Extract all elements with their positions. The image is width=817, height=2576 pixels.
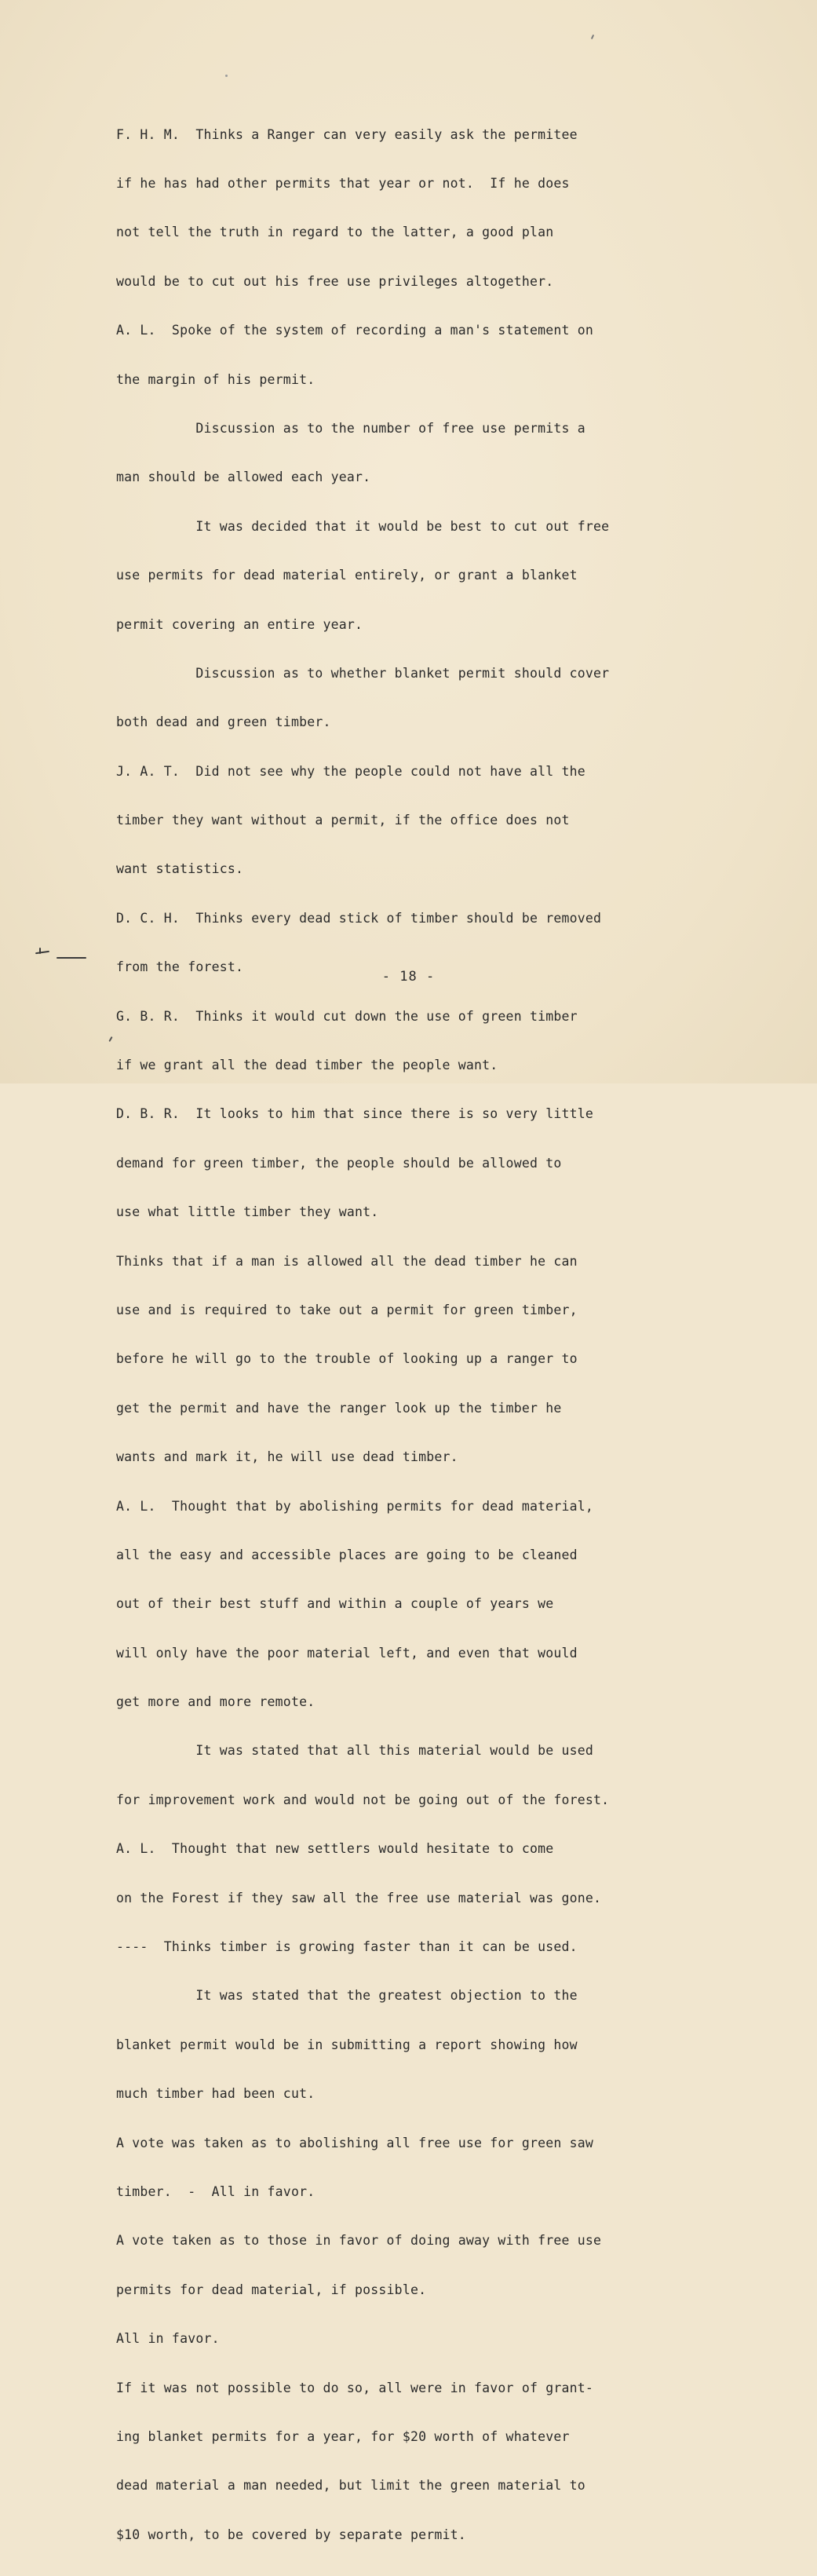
text-line: permit covering an entire year. [116,616,363,632]
text-line: It was decided that it would be best to cut out free [116,518,610,534]
text-line: for improvement work and would not be going out of the forest. [116,1792,610,1807]
text-line: Discussion as to whether blanket permit should cover [116,665,610,681]
document-body [116,94,736,2576]
text-line: the margin of his permit. [116,371,315,387]
paper-speck [225,75,228,77]
text-line: if we grant all the dead timber the people want. [116,1058,498,1073]
text-line: timber they want without a permit, if the office does not [116,813,570,828]
text-line: demand for green timber, the people should be allowed to [116,1155,562,1171]
text-line: J. A. T. Did not see why the people could not have all the [116,763,585,779]
text-line: ing blanket permits for a year, for $20 worth of whatever [116,2428,570,2444]
margin-pencil-mark [35,951,49,954]
text-line: A. L. Spoke of the system of recording a man's statement on [116,323,594,338]
text-line: on the Forest if they saw all the free use material was gone. [116,1890,602,1906]
text-line: D. C. H. Thinks every dead stick of timber should be removed [116,910,602,926]
margin-pencil-mark [57,957,86,959]
text-line: blanket permit would be in submitting a report showing how [116,2037,578,2052]
text-line: It was stated that all this material would be used [116,1743,594,1759]
text-line: A vote was taken as to abolishing all free use for green saw [116,2135,594,2150]
text-line: A vote taken as to those in favor of doing away with free use [116,2233,602,2249]
text-line: use what little timber they want. [116,1204,379,1220]
text-line: all the easy and accessible places are going to be cleaned [116,1547,578,1562]
text-line: ---- Thinks timber is growing faster than it can be used. [116,1939,578,1955]
text-line: man should be allowed each year. [116,470,371,485]
text-line: wants and mark it, he will use dead timber. [116,1449,458,1465]
text-line: both dead and green timber. [116,714,331,730]
text-line: would be to cut out his free use privileges altogether. [116,273,554,289]
text-line: G. B. R. Thinks it would cut down the use of green timber [116,1008,578,1024]
text-line: A. L. Thought that new settlers would hesitate to come [116,1841,554,1857]
text-line: D. B. R. It looks to him that since there is so very little [116,1106,594,1122]
text-line: $10 worth, to be covered by separate permit. [116,2527,466,2542]
text-line: from the forest. [116,959,244,975]
text-line: dead material a man needed, but limit the green material to [116,2478,585,2494]
text-line: It was stated that the greatest objection to the [116,1988,578,2004]
text-line: want statistics. [116,861,244,877]
text-line: if he has had other permits that year or not. If he does [116,175,570,191]
text-line: much timber had been cut. [116,2086,315,2102]
text-line: not tell the truth in regard to the latter, a good plan [116,225,554,240]
text-line: A. L. Thought that by abolishing permits for dead material, [116,1498,594,1514]
text-line: Thinks that if a man is allowed all the dead timber he can [116,1253,578,1269]
text-line: use permits for dead material entirely, or grant a blanket [116,568,578,583]
text-line: use and is required to take out a permit for green timber, [116,1302,578,1317]
page-number: - 18 - [381,969,436,985]
text-line: before he will go to the trouble of looking up a ranger to [116,1351,578,1367]
text-line: F. H. M. Thinks a Ranger can very easily ask the permitee [116,126,578,142]
text-line: If it was not possible to do so, all were in favor of grant- [116,2380,594,2395]
pencil-tick-mark [108,1036,112,1042]
text-line: timber. - All in favor. [116,2184,315,2199]
text-line: get more and more remote. [116,1694,315,1710]
text-line: get the permit and have the ranger look up the timber he [116,1400,562,1416]
pencil-tick-mark [591,35,594,39]
text-line: permits for dead material, if possible. [116,2282,427,2297]
text-line: out of their best stuff and within a couple of years we [116,1596,554,1612]
text-line: All in favor. [116,2331,220,2347]
text-line: Discussion as to the number of free use permits a [116,420,585,436]
text-line: will only have the poor material left, and even that would [116,1645,578,1661]
